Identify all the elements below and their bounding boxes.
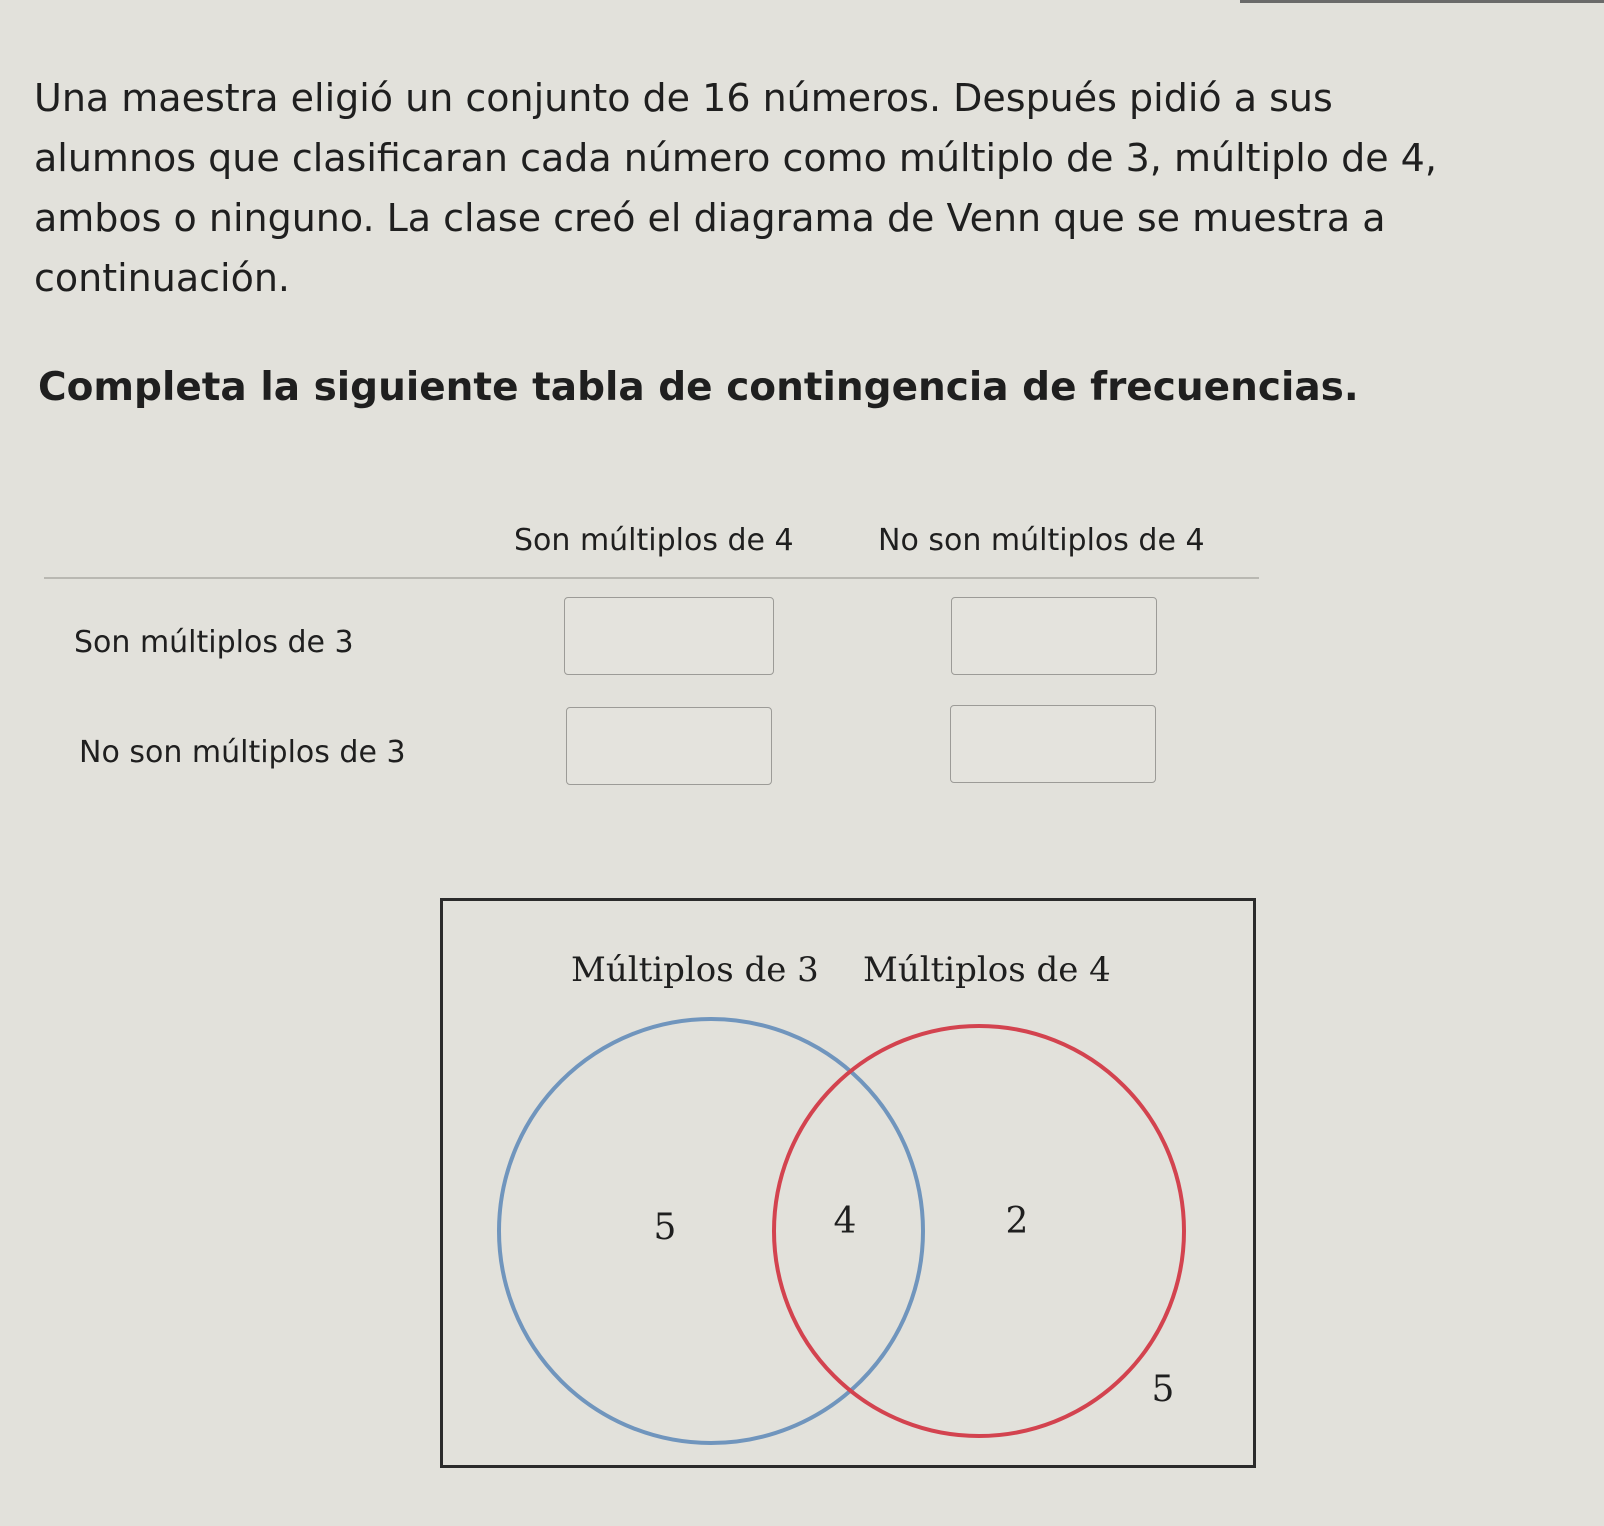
problem-line-4: continuación. [34, 256, 290, 300]
col-header-not-multiples-of-4: No son múltiplos de 4 [878, 523, 1205, 558]
venn-region-neither-count: 5 [1151, 1369, 1175, 1410]
answer-input-3-not-4[interactable] [951, 597, 1157, 675]
venn-circle-multiples-of-3 [499, 1019, 923, 1443]
problem-line-3: ambos o ninguno. La clase creó el diagrama de Venn que se muestra a [34, 196, 1386, 240]
problem-line-1: Una maestra eligió un conjunto de 16 números. Después pidió a sus [34, 76, 1333, 120]
venn-diagram [440, 898, 1256, 1468]
venn-canvas [443, 901, 1253, 1465]
answer-input-3-and-4[interactable] [564, 597, 774, 675]
top-divider [1240, 0, 1604, 3]
venn-region-only-3-count: 5 [653, 1207, 677, 1248]
problem-line-2: alumnos que clasificaran cada número como múltiplo de 3, múltiplo de 4, [34, 136, 1437, 180]
instruction-heading: Completa la siguiente tabla de contingencia de frecuencias. [38, 365, 1359, 410]
venn-region-only-4-count: 2 [1005, 1201, 1029, 1242]
col-header-multiples-of-4: Son múltiplos de 4 [514, 523, 794, 558]
row-label-multiples-of-3: Son múltiplos de 3 [74, 625, 354, 660]
header-divider [44, 577, 1259, 579]
answer-input-4-not-3[interactable] [566, 707, 772, 785]
problem-statement [34, 68, 1584, 308]
venn-label-multiples-of-3: Múltiplos de 3 [571, 950, 819, 990]
row-label-not-multiples-of-3: No son múltiplos de 3 [79, 735, 406, 770]
answer-input-neither[interactable] [950, 705, 1156, 783]
venn-label-multiples-of-4: Múltiplos de 4 [863, 950, 1111, 990]
contingency-table [44, 505, 1259, 805]
venn-region-both-count: 4 [833, 1201, 857, 1242]
